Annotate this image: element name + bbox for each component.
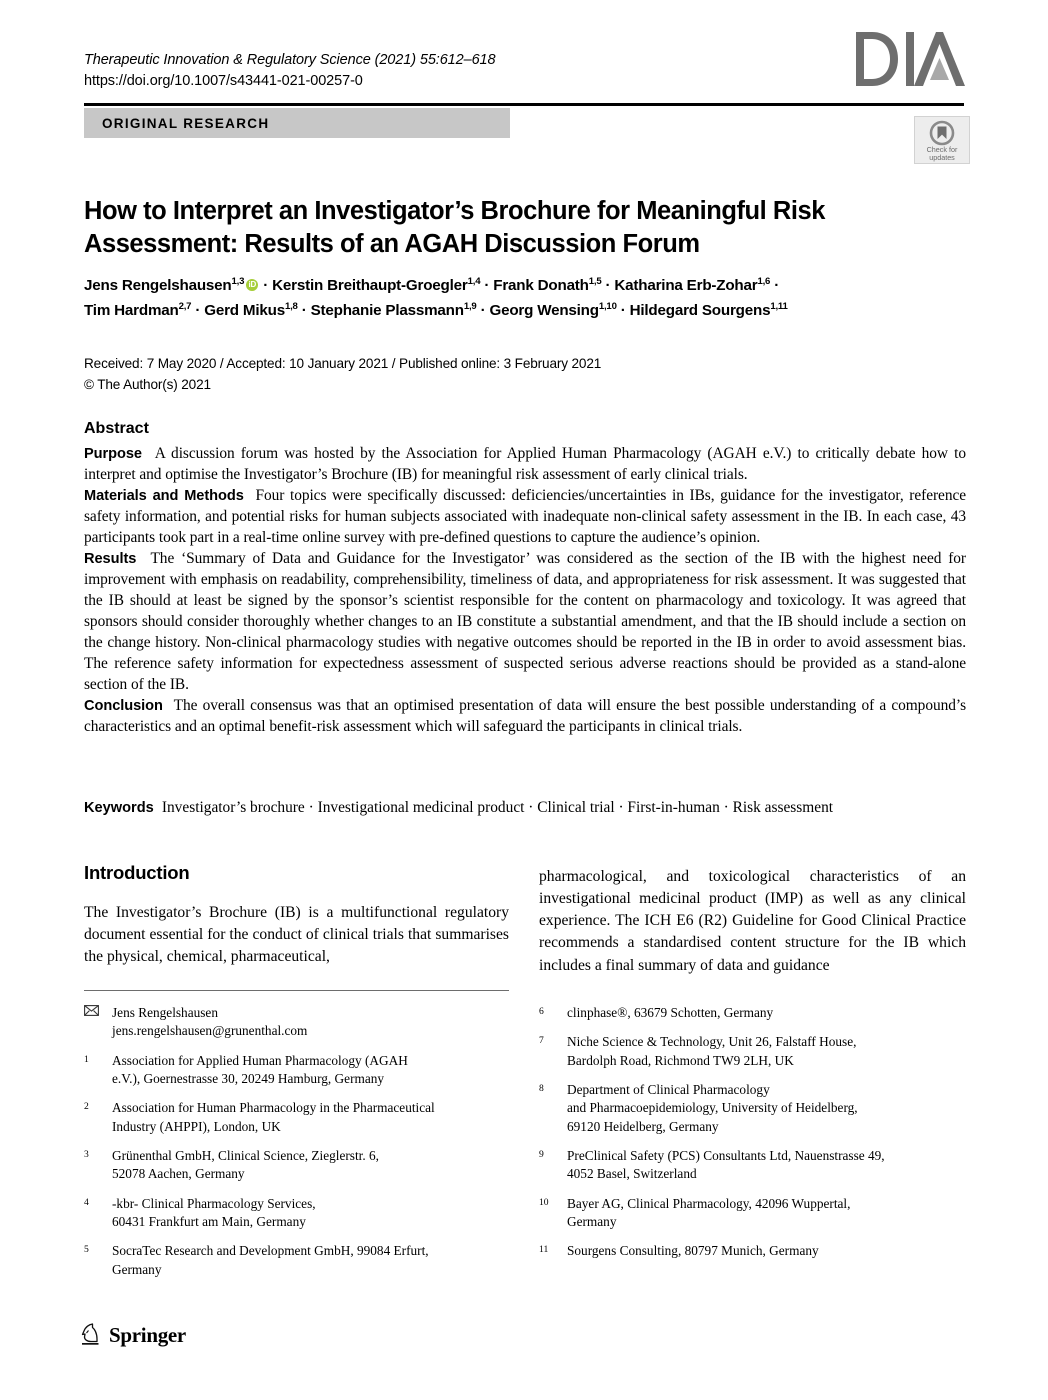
author-affiliation-marker: 2,7: [178, 300, 192, 312]
affiliation-line: PreClinical Safety (PCS) Consultants Ltd, Nauenstrasse 49,: [567, 1148, 885, 1164]
keywords-text: Investigator’s brochure · Investigational medicinal product · Clinical trial · First-in-human · Risk assessment: [161, 799, 834, 816]
author-separator: ·: [770, 277, 780, 294]
abstract-section-label: Purpose: [84, 446, 142, 462]
author-name: Gerd Mikus: [204, 301, 285, 319]
affiliation-line: 60431 Frankfurt am Main, Germany: [112, 1214, 306, 1230]
corresponding-author-email[interactable]: jens.rengelshausen@grunenthal.com: [112, 1023, 308, 1039]
author-name: Katharina Erb-Zohar: [614, 277, 758, 294]
author-name: Stephanie Plassmann: [310, 301, 464, 319]
affiliation-number: 9: [539, 1149, 544, 1161]
affiliation-line: e.V.), Goernestrasse 30, 20249 Hamburg, Germany: [112, 1071, 385, 1087]
affiliation-number: 4: [84, 1196, 89, 1208]
publication-dates: Received: 7 May 2020 / Accepted: 10 January 2021 / Published online: 3 February 2021: [84, 356, 602, 371]
abstract-section-label: Results: [84, 551, 137, 568]
affiliation-text: [112, 1099, 514, 1136]
affiliation-text: [567, 1195, 971, 1232]
abstract-section-label: Materials and Methods: [84, 488, 244, 505]
corresponding-author-name: Jens Rengelshausen: [112, 1005, 218, 1020]
affiliation-line: Grünenthal GmbH, Clinical Science, Zieglerstr. 6,: [112, 1148, 379, 1164]
affiliation-line: Bayer AG, Clinical Pharmacology, 42096 Wuppertal,: [567, 1195, 851, 1211]
author-affiliation-marker: 1,4: [467, 275, 481, 287]
affiliation-text: [567, 1033, 971, 1070]
springer-knight-icon: [80, 1322, 102, 1348]
abstract-section-text: Four topics were specifically discussed: deficiencies/uncertainties in IBs, guidance for the investigator, reference safety information, and potential risks for human subjects associated with inadequate non-clinical safety assessment in the IB. In each case, 43 participants took part in a real-time online survey with pre-defined questions to capture the audience’s opinion.: [84, 487, 966, 546]
affiliation-item: [84, 1147, 514, 1184]
affiliation-item: [84, 1052, 514, 1089]
author-affiliation-marker: 1,8: [284, 300, 298, 312]
article-type-banner: [84, 108, 510, 138]
journal-header: [84, 50, 784, 92]
affiliation-number: 7: [539, 1035, 544, 1047]
article-title: How to Interpret an Investigator’s Brochure for Meaningful Risk Assessment: Results of an AGAH Discussion Forum: [84, 197, 825, 259]
doi-link[interactable]: https://doi.org/10.1007/s43441-021-00257-0: [84, 73, 363, 90]
abstract-sections: [84, 444, 966, 738]
corresponding-author: [84, 1004, 514, 1041]
abstract-section: [84, 549, 966, 695]
abstract-section-text: The overall consensus was that an optimised presentation of data will ensure the best possible understanding of a compound’s characteristics and an optimal benefit-risk assessment which will safeguard the participants in clinical trials.: [84, 697, 967, 735]
check-updates-line2: updates: [929, 153, 955, 163]
affiliation-number: 6: [539, 1006, 544, 1017]
author-affiliation-marker: 1,3: [231, 275, 245, 287]
affiliation-text: [112, 1242, 514, 1279]
affiliation-text: [567, 1147, 971, 1184]
dia-logo: [852, 28, 970, 90]
affiliation-text: [112, 1147, 514, 1184]
affiliation-line: Sourgens Consulting, 80797 Munich, Germany: [567, 1243, 819, 1259]
affiliation-text: [567, 1004, 971, 1022]
affiliation-number: 11: [539, 1244, 549, 1256]
abstract-heading: Abstract: [84, 420, 149, 437]
affiliation-text: [567, 1081, 971, 1136]
body-column-left: [84, 862, 509, 968]
affiliation-line: 52078 Aachen, Germany: [112, 1166, 245, 1182]
author-separator: ·: [616, 301, 630, 319]
affiliation-line: Germany: [112, 1261, 162, 1277]
footnote-divider: [84, 990, 509, 991]
copyright-line: © The Author(s) 2021: [84, 377, 211, 393]
author-name: Georg Wensing: [489, 301, 599, 319]
affiliation-item: [539, 1081, 971, 1136]
springer-wordmark: Springer: [109, 1322, 186, 1347]
affiliation-item: [539, 1004, 971, 1022]
author-name: Tim Hardman: [84, 301, 179, 319]
affiliation-item: [539, 1147, 971, 1184]
author-name: Jens Rengelshausen: [84, 277, 232, 294]
keywords-block: [84, 798, 966, 819]
abstract-section: [84, 696, 966, 738]
affiliation-line: Association for Human Pharmacology in the Pharmaceutical: [112, 1100, 435, 1116]
author-affiliation-marker: 1,10: [598, 300, 617, 312]
affiliation-number: 1: [84, 1053, 89, 1065]
abstract-section-label: Conclusion: [84, 698, 163, 714]
article-type-label: ORIGINAL RESEARCH: [102, 115, 270, 131]
crossmark-icon: [929, 120, 955, 146]
affiliation-line: -kbr- Clinical Pharmacology Services,: [112, 1195, 316, 1211]
publication-dates-block: [84, 353, 884, 395]
author-affiliation-marker: 1,6: [757, 275, 771, 287]
check-updates-line1: Check for: [926, 145, 958, 154]
author-name: Frank Donath: [493, 277, 589, 294]
affiliation-text: [112, 1195, 514, 1232]
affiliation-line: Germany: [567, 1214, 617, 1230]
keywords-label: Keywords: [84, 800, 154, 816]
author-separator: ·: [259, 277, 273, 294]
author-affiliation-marker: 1,5: [588, 275, 602, 287]
section-heading-introduction: Introduction: [84, 862, 190, 883]
author-list: [84, 274, 964, 323]
envelope-icon: [84, 1004, 112, 1041]
affiliation-text: [567, 1242, 971, 1260]
footnote-column-right: [539, 1004, 971, 1272]
affiliation-line: Niche Science & Technology, Unit 26, Falstaff House,: [567, 1034, 857, 1050]
affiliation-item: [84, 1099, 514, 1136]
affiliation-line: clinphase®, 63679 Schotten, Germany: [567, 1005, 774, 1020]
body-column-right: [539, 866, 966, 977]
abstract-section-text: A discussion forum was hosted by the Association for Applied Human Pharmacology (AGAH e.V.) to critically debate how to interpret and optimise the Investigator’s Brochure (IB) for meaningful risk assessment of early clinical trials.: [84, 445, 966, 483]
affiliation-number: 8: [539, 1083, 544, 1095]
affiliation-number: 3: [84, 1149, 89, 1161]
affiliation-number: 2: [84, 1101, 89, 1113]
abstract-section-text: The ‘Summary of Data and Guidance for the Investigator’ was considered as the section of the IB with the highest need for improvement with emphasis on readability, comprehensibility, timeliness of data, and appropriateness for risk assessment. It was suggested that the IB should at least be signed by the sponsor’s scientist responsible for the content on pharmacology and toxicology. It was agreed that sponsors should consider thoroughly whether changes to an IB constitute a substantial amendment, and that the IB should include a section on the change history. Non-clinical pharmacology studies with negative outcomes should be reported in the IB in order to avoid assessment bias. The reference safety information for expectedness assessment of suspected serious adverse reactions should be provided as a stand-alone section of the IB.: [84, 550, 966, 693]
author-affiliation-marker: 1,11: [770, 300, 788, 312]
affiliation-item: [539, 1033, 971, 1070]
footnote-column-left: [84, 1004, 514, 1290]
author-line-1: [84, 274, 964, 299]
abstract-section: [84, 486, 966, 549]
affiliation-item: [539, 1242, 971, 1260]
author-separator: ·: [191, 301, 205, 319]
affiliation-line: 4052 Basel, Switzerland: [567, 1166, 697, 1182]
author-name: Hildegard Sourgens: [629, 301, 771, 319]
springer-logo: [80, 1322, 186, 1348]
affiliation-item: [539, 1195, 971, 1232]
author-separator: ·: [480, 277, 494, 294]
author-separator: ·: [297, 301, 311, 319]
check-for-updates-badge[interactable]: [914, 116, 970, 164]
affiliation-item: [84, 1242, 514, 1279]
affiliation-line: Bardolph Road, Richmond TW9 2LH, UK: [567, 1052, 794, 1068]
abstract-block: [84, 420, 966, 738]
abstract-section: [84, 444, 966, 486]
intro-paragraph-left: The Investigator’s Brochure (IB) is a multifunctional regulatory document essential for the conduct of clinical trials that summarises the physical, chemical, pharmaceutical,: [84, 904, 509, 966]
affiliation-line: SocraTec Research and Development GmbH, 99084 Erfurt,: [112, 1243, 429, 1259]
author-affiliation-marker: 1,9: [463, 300, 477, 312]
affiliation-line: Association for Applied Human Pharmacology (AGAH: [112, 1052, 408, 1068]
affiliation-number: 10: [539, 1196, 549, 1208]
affiliation-number: 5: [84, 1244, 89, 1256]
affiliation-line: and Pharmacoepidemiology, University of Heidelberg,: [567, 1100, 858, 1116]
affiliation-line: Department of Clinical Pharmacology: [567, 1082, 770, 1098]
author-name: Kerstin Breithaupt-Groegler: [272, 277, 468, 294]
affiliation-item: [84, 1195, 514, 1232]
journal-reference: Therapeutic Innovation & Regulatory Science (2021) 55:612–618: [84, 52, 496, 68]
intro-paragraph-right: pharmacological, and toxicological characteristics of an investigational medicinal product (IMP) as well as any clinical experience. The ICH E6 (R2) Guideline for Good Clinical Practice recommends a standardised content structure for the IB which includes a final summary of data and guidance: [539, 868, 966, 974]
orcid-icon[interactable]: [246, 279, 258, 291]
affiliation-text: [112, 1052, 514, 1089]
header-rule: [84, 103, 964, 106]
author-line-2: [84, 299, 964, 324]
author-separator: ·: [601, 277, 615, 294]
affiliation-line: Industry (AHPPI), London, UK: [112, 1118, 281, 1134]
affiliation-line: 69120 Heidelberg, Germany: [567, 1118, 719, 1134]
author-separator: ·: [476, 301, 490, 319]
